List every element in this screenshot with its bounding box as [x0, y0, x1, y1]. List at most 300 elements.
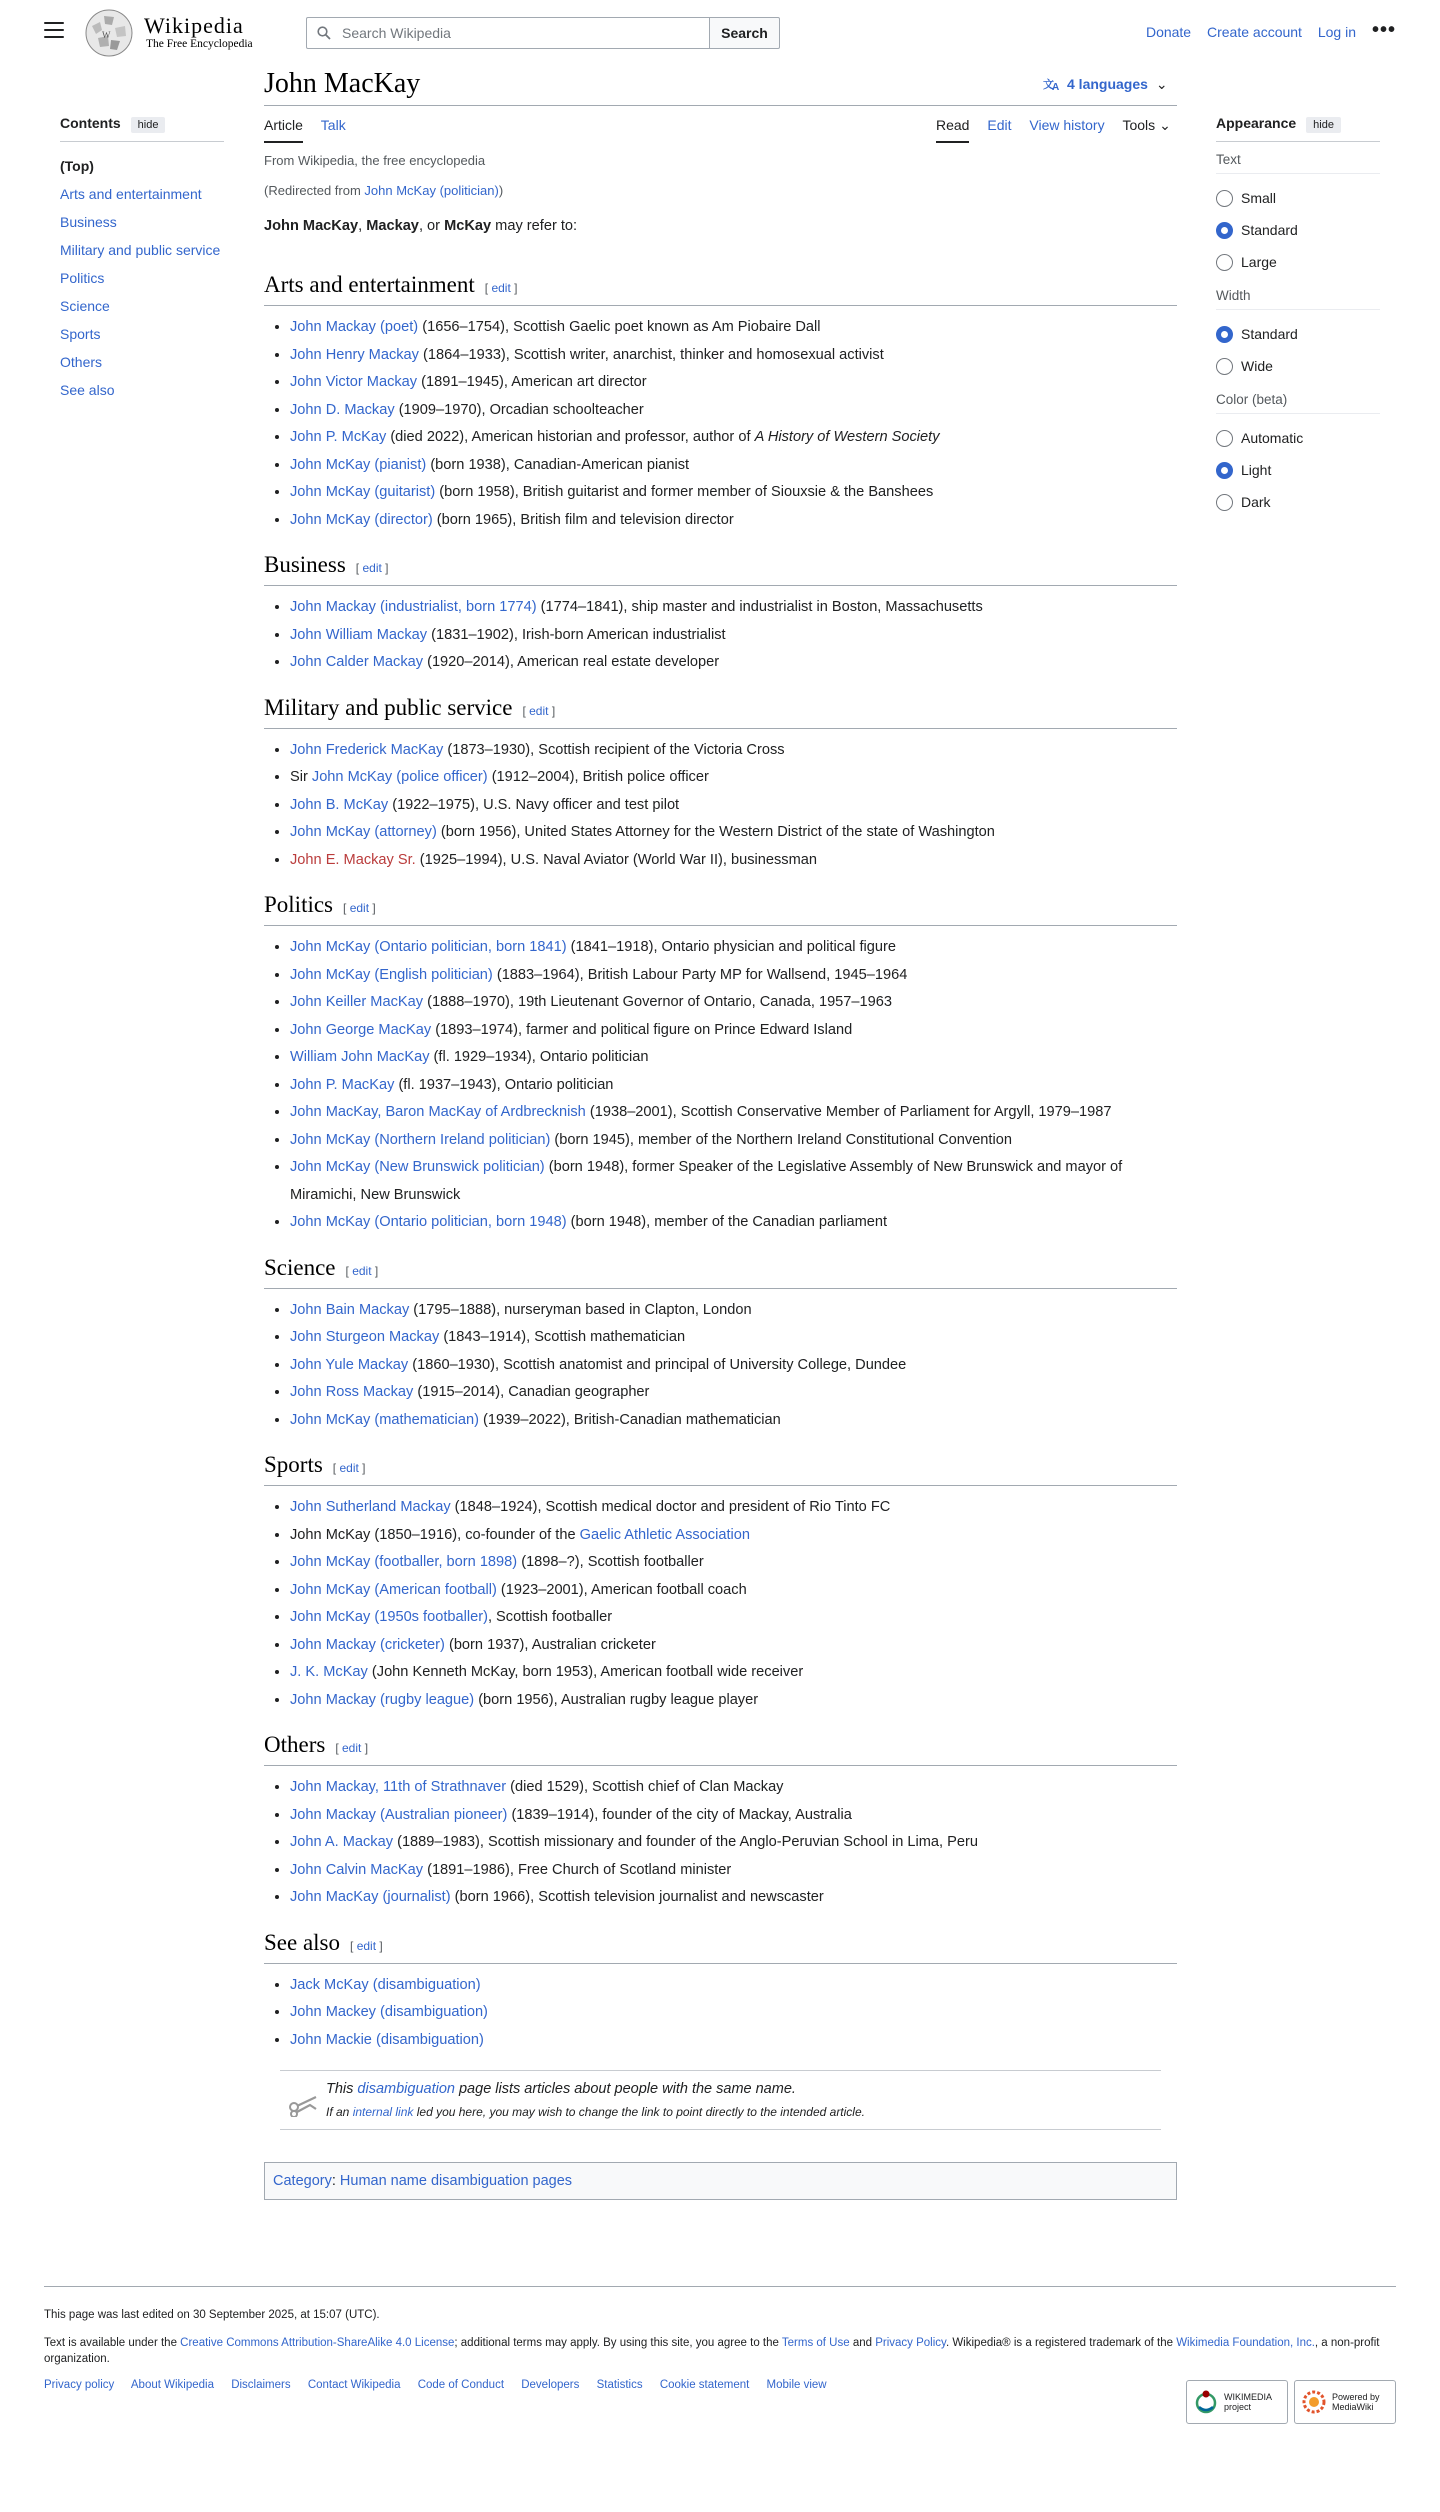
category-link[interactable]: Human name disambiguation pages [339, 2173, 573, 2189]
entry-text: (died 1529), Scottish chief of Clan Mackay [506, 1779, 784, 1795]
entry-link[interactable]: John Mackay (rugby league) [290, 1691, 475, 1708]
toc-item-arts[interactable]: Arts and entertainment [60, 186, 202, 202]
list-item [290, 1154, 1177, 1209]
toc-item-top[interactable]: (Top) [60, 158, 94, 174]
heading-text: Business [264, 552, 346, 577]
toc-item-politics[interactable]: Politics [60, 270, 105, 286]
entry-link[interactable]: John McKay (Ontario politician, born 1841) [290, 939, 567, 955]
translate-icon [1043, 77, 1061, 91]
entry-link[interactable]: John Sutherland Mackay [290, 1499, 451, 1515]
entry-text: , Scottish footballer [487, 1609, 613, 1625]
intro-paragraph [264, 214, 1177, 238]
entry-text: (1923–2001), American football coach [496, 1581, 747, 1598]
entry-link[interactable]: John P. McKay [290, 429, 387, 445]
disambiguation-link[interactable]: disambiguation [357, 2081, 455, 2097]
svg-text:W: W [102, 30, 111, 40]
entry-text: (1891–1945), American art director [417, 374, 647, 390]
entry-link[interactable]: J. K. McKay [290, 1664, 368, 1680]
notice-text: page lists articles about people with the same name. [454, 2081, 796, 2097]
list-military [264, 737, 1177, 875]
entry-text: (1843–1914), Scottish mathematician [439, 1329, 686, 1345]
notice-text: If an [326, 2105, 353, 2119]
section-heading-sports [264, 1450, 1177, 1486]
intro-bold: Mackay [366, 218, 419, 234]
option-label: Wide [1241, 358, 1273, 374]
svg-text:A: A [1052, 82, 1060, 91]
donate-link[interactable]: Donate [1145, 24, 1192, 40]
heading-text: See also [264, 1929, 341, 1955]
list-item [290, 1774, 1177, 1802]
view-tabs [936, 117, 1185, 143]
entry-text: (1860–1930), Scottish anatomist and principal of University College, Dundee [408, 1356, 907, 1373]
list-item [290, 764, 1177, 792]
entry-text: (born 1938), Canadian-American pianist [426, 456, 690, 473]
table-of-contents [60, 115, 260, 404]
section-edit: [ edit ] [355, 561, 389, 575]
entry-link[interactable]: John Mackie (disambiguation) [290, 2031, 484, 2048]
section-heading-arts [264, 270, 1177, 306]
license-text-part: , a non-profit organization. [44, 2337, 1380, 2365]
hamburger-menu-icon[interactable] [44, 22, 64, 38]
edit-link[interactable]: edit [356, 1938, 377, 1953]
user-links [1134, 24, 1356, 40]
option-label: Dark [1241, 494, 1271, 510]
toc-divider [60, 141, 224, 142]
edit-link[interactable]: edit [342, 1741, 362, 1755]
entry-red-link[interactable]: John E. Mackay Sr. [290, 851, 416, 868]
list-item [290, 369, 1177, 397]
list-item [290, 962, 1177, 990]
footer-link-privacy[interactable]: Privacy policy [44, 2379, 115, 2391]
tab-read[interactable]: Read [936, 117, 969, 143]
notice-text: This [326, 2081, 358, 2097]
entry-link[interactable]: John McKay (footballer, born 1898) [290, 1554, 518, 1570]
entry-text: (born 1965), British film and television director [432, 511, 734, 528]
article-content [264, 150, 1177, 2200]
toc-hide-button[interactable]: hide [131, 117, 166, 133]
list-item [290, 507, 1177, 535]
tools-label: Tools [1122, 117, 1156, 133]
edit-link[interactable]: edit [529, 703, 549, 718]
list-item [290, 1407, 1177, 1435]
log-in-link[interactable]: Log in [1317, 24, 1356, 40]
list-item [290, 1577, 1177, 1605]
toc-header [60, 115, 260, 133]
search-icon [317, 26, 331, 40]
chevron-down-icon: ⌄ [1159, 117, 1171, 133]
list-item [290, 594, 1177, 622]
entry-link[interactable]: John Sturgeon Mackay [290, 1329, 440, 1345]
entry-text: (born 1948), member of the Canadian parliament [566, 1214, 888, 1230]
toc-item-sports[interactable]: Sports [60, 326, 101, 342]
footer-link-developers[interactable]: Developers [521, 2379, 580, 2391]
footer-link-about[interactable]: About Wikipedia [130, 2379, 214, 2391]
mediawiki-badge[interactable] [1294, 2380, 1396, 2424]
list-item [290, 342, 1177, 370]
intro-bold: John MacKay [264, 218, 359, 234]
entry-text: (1893–1974), farmer and political figure on Prince Edward Island [431, 1021, 853, 1038]
footer-link-statistics[interactable]: Statistics [596, 2379, 643, 2391]
option-label: Small [1241, 190, 1277, 206]
entry-text: (1909–1970), Orcadian schoolteacher [394, 401, 644, 418]
entry-text: (John Kenneth McKay, born 1953), American football wide receiver [367, 1664, 804, 1680]
section-edit: [ edit ] [484, 281, 518, 295]
section-heading-others [264, 1730, 1177, 1766]
entry-text: (born 1948), former Speaker of the Legislative Assembly of New Brunswick and mayor of Miramichi, New Brunswick [290, 1159, 1123, 1203]
heading-text: Military and public service [264, 694, 513, 720]
entry-link[interactable]: John McKay (guitarist) [290, 484, 436, 500]
wikimedia-badge[interactable] [1186, 2380, 1288, 2424]
notice-line-2 [326, 2101, 1153, 2123]
entry-text: (died 2022), American historian and professor, author of [386, 429, 755, 445]
edit-link[interactable]: edit [352, 1263, 372, 1278]
search-input[interactable] [306, 17, 710, 49]
toc-title: Contents [60, 115, 121, 131]
last-edited: This page was last edited on 30 September 2025, at 15:07 (UTC). [44, 2309, 380, 2321]
entry-link[interactable]: John William Mackay [290, 626, 428, 643]
color-automatic-option[interactable] [1216, 422, 1380, 454]
entry-link[interactable]: John McKay (Northern Ireland politician) [290, 1131, 551, 1148]
tab-talk[interactable]: Talk [320, 117, 346, 133]
list-item [290, 1297, 1177, 1325]
entry-link[interactable]: John Mackay (Australian pioneer) [290, 1806, 508, 1823]
entry-link[interactable]: John Yule Mackay [290, 1356, 409, 1373]
section-heading-see-also [264, 1928, 1177, 1964]
entry-link[interactable]: John A. Mackay [290, 1834, 394, 1850]
search-placeholder: Search Wikipedia [342, 25, 451, 41]
title-divider [264, 105, 1177, 106]
group-divider [1216, 309, 1380, 310]
redirect-link[interactable]: John McKay (politician) [364, 183, 499, 198]
category-box [264, 2162, 1177, 2200]
list-item [290, 847, 1177, 875]
list-item [290, 819, 1177, 847]
list-item [290, 1209, 1177, 1237]
radio-button-selected[interactable] [1216, 222, 1233, 239]
entry-text: (1912–2004), British police officer [487, 769, 709, 785]
radio-button[interactable] [1216, 430, 1233, 447]
wikipedia-wordmark[interactable]: Wikipedia [144, 13, 244, 38]
entry-link[interactable]: John Bain Mackay [290, 1301, 410, 1318]
appearance-title: Appearance [1216, 115, 1297, 131]
category-label-link[interactable]: Category [273, 2173, 332, 2189]
radio-button[interactable] [1216, 254, 1233, 271]
radio-button-selected[interactable] [1216, 326, 1233, 343]
heading-text: Science [264, 1254, 336, 1280]
entry-text: (1889–1983), Scottish missionary and founder of the Anglo-Peruvian School in Lima, Peru [393, 1834, 978, 1850]
group-divider [1216, 413, 1380, 414]
text-small-option[interactable] [1216, 182, 1380, 214]
section-edit: [ edit ] [335, 1741, 369, 1755]
edit-link[interactable]: edit [339, 1461, 359, 1475]
radio-button[interactable] [1216, 494, 1233, 511]
redirect-suffix: ) [498, 183, 504, 198]
entry-text: (1841–1918), Ontario physician and political figure [566, 939, 896, 955]
list-item [290, 424, 1177, 452]
entry-link[interactable]: John McKay (pianist) [290, 456, 427, 473]
entry-link[interactable]: John McKay (1950s footballer) [290, 1609, 488, 1625]
list-item [290, 1549, 1177, 1577]
entry-link[interactable]: John Mackay (cricketer) [290, 1636, 445, 1653]
entry-link[interactable]: John McKay (mathematician) [290, 1411, 479, 1428]
notice-line-1 [326, 2077, 1153, 2101]
entry-link[interactable]: William John MacKay [290, 1049, 430, 1065]
list-item [290, 1884, 1177, 1912]
entry-text: (1891–1986), Free Church of Scotland minister [423, 1861, 732, 1878]
footer-link-contact[interactable]: Contact Wikipedia [307, 2379, 401, 2391]
option-label: Large [1241, 254, 1277, 270]
list-item [290, 397, 1177, 425]
footer-divider [44, 2286, 1396, 2287]
section-edit: [ edit ] [350, 1938, 383, 1953]
list-item [290, 1972, 1177, 2000]
entry-link[interactable]: Jack McKay (disambiguation) [290, 1976, 481, 1993]
toc-item-military[interactable]: Military and public service [60, 242, 221, 258]
entry-link[interactable]: John McKay (New Brunswick politician) [290, 1159, 545, 1175]
color-light-option[interactable] [1216, 454, 1380, 486]
entry-link[interactable]: John MacKay (journalist) [290, 1889, 451, 1905]
section-heading-military [264, 693, 1177, 729]
appearance-panel [1216, 115, 1380, 518]
heading-text: Politics [264, 892, 334, 917]
entry-link[interactable]: John Mackay (poet) [290, 319, 419, 335]
entry-text: (1920–2014), American real estate developer [423, 654, 720, 670]
list-item [290, 1127, 1177, 1155]
entry-link[interactable]: John B. McKay [290, 796, 389, 813]
list-item [290, 1522, 1177, 1550]
section-heading-science [264, 1253, 1177, 1289]
wikipedia-globe-logo[interactable] [84, 8, 134, 58]
section-edit: [ edit ] [332, 1461, 366, 1475]
wmf-link[interactable]: Wikimedia Foundation, Inc. [1176, 2337, 1315, 2349]
entry-text: (1656–1754), Scottish Gaelic poet known as Am Piobaire Dall [418, 319, 821, 335]
entry-text: (born 1937), Australian cricketer [444, 1636, 656, 1653]
entry-text: (fl. 1929–1934), Ontario politician [429, 1049, 649, 1065]
license-text-part: ; additional terms may apply. By using this site, you agree to the [454, 2337, 782, 2349]
entry-text: (born 1966), Scottish television journalist and newscaster [450, 1889, 824, 1905]
entry-link[interactable]: John Ross Mackay [290, 1384, 414, 1400]
entry-link[interactable]: John Mackay (industrialist, born 1774) [290, 599, 537, 615]
option-label: Light [1241, 462, 1272, 478]
scissors-icon [288, 2091, 318, 2117]
width-wide-option[interactable] [1216, 350, 1380, 382]
license-text-part: and [849, 2337, 876, 2349]
list-item [290, 479, 1177, 507]
list-science [264, 1297, 1177, 1435]
list-item [290, 1324, 1177, 1352]
list-item [290, 1659, 1177, 1687]
text-size-label: Text [1216, 152, 1241, 167]
entry-link[interactable]: John D. Mackay [290, 401, 395, 418]
entry-text: (1898–?), Scottish footballer [517, 1554, 704, 1570]
list-item [290, 989, 1177, 1017]
appearance-divider [1216, 141, 1380, 142]
width-label: Width [1216, 288, 1251, 303]
license-text-part: . Wikipedia® is a registered trademark of the [945, 2337, 1177, 2349]
page-title: John MacKay [264, 68, 421, 99]
entry-link[interactable]: John McKay (police officer) [311, 769, 488, 785]
text-large-option[interactable] [1216, 246, 1380, 278]
entry-link[interactable]: John McKay (Ontario politician, born 1948) [290, 1214, 567, 1230]
list-item [290, 1632, 1177, 1660]
entry-text: (fl. 1937–1943), Ontario politician [394, 1076, 614, 1093]
toc-item-science[interactable]: Science [60, 298, 110, 314]
footer-link-cookie[interactable]: Cookie statement [659, 2379, 750, 2391]
list-item [290, 1494, 1177, 1522]
license-text [44, 2335, 1396, 2367]
color-dark-option[interactable] [1216, 486, 1380, 518]
entry-text: (1915–2014), Canadian geographer [413, 1384, 650, 1400]
entry-text: (1939–2022), British-Canadian mathematician [478, 1411, 781, 1428]
radio-button[interactable] [1216, 358, 1233, 375]
svg-text:文: 文 [1043, 79, 1054, 91]
heading-text: Others [264, 1732, 326, 1757]
entry-text: John McKay (1850–1916), co-founder of the [290, 1526, 580, 1543]
list-item [290, 1604, 1177, 1632]
more-icon[interactable]: ••• [1372, 19, 1397, 41]
tab-edit[interactable]: Edit [987, 117, 1012, 133]
entry-link[interactable]: John George MacKay [290, 1021, 432, 1038]
list-others [264, 1774, 1177, 1912]
section-heading-politics [264, 890, 1177, 926]
search-button[interactable]: Search [709, 17, 780, 49]
list-politics [264, 934, 1177, 1237]
namespace-tabs [264, 117, 360, 143]
list-see-also [264, 1972, 1177, 2055]
entry-link[interactable]: John McKay (American football) [290, 1581, 497, 1598]
entry-text: (1864–1933), Scottish writer, anarchist, thinker and homosexual activist [418, 346, 884, 363]
entry-link[interactable]: John Calvin MacKay [290, 1861, 424, 1878]
page-footer [44, 2286, 1396, 2412]
category-separator: : [331, 2173, 340, 2189]
entry-link[interactable]: John Henry Mackay [290, 346, 419, 363]
footer-link-code-of-conduct[interactable]: Code of Conduct [417, 2379, 505, 2391]
entry-text: (1925–1994), U.S. Naval Aviator (World War II), businessman [415, 851, 817, 868]
toc-item-others[interactable]: Others [60, 354, 103, 370]
list-item [290, 1687, 1177, 1715]
entry-link[interactable]: John Frederick MacKay [290, 741, 444, 758]
entry-link[interactable]: John McKay (director) [290, 511, 433, 528]
book-title: A History of Western Society [754, 429, 940, 445]
entry-link[interactable]: John Victor Mackay [290, 374, 418, 390]
edit-link[interactable]: edit [349, 901, 370, 915]
entry-text: (born 1958), British guitarist and former member of Siouxsie & the Banshees [435, 484, 934, 500]
list-item [290, 1999, 1177, 2027]
list-item [290, 452, 1177, 480]
tab-view-history[interactable]: View history [1029, 117, 1105, 133]
list-item [290, 1017, 1177, 1045]
list-business [264, 594, 1177, 677]
list-item [290, 1044, 1177, 1072]
entry-link[interactable]: John Calder Mackay [290, 654, 424, 670]
site-subtitle: From Wikipedia, the free encyclopedia [264, 153, 486, 168]
radio-button-selected[interactable] [1216, 462, 1233, 479]
footer-link-disclaimers[interactable]: Disclaimers [231, 2379, 291, 2391]
list-sports [264, 1494, 1177, 1714]
entry-link[interactable]: John McKay (attorney) [290, 824, 437, 840]
privacy-link[interactable]: Privacy Policy [875, 2337, 946, 2349]
footer-link-mobile[interactable]: Mobile view [766, 2379, 827, 2391]
list-item [290, 934, 1177, 962]
width-standard-option[interactable] [1216, 318, 1380, 350]
list-item [290, 1379, 1177, 1407]
edit-link[interactable]: edit [362, 561, 382, 575]
list-item [290, 314, 1177, 342]
heading-text: Arts and entertainment [264, 272, 475, 297]
redirect-prefix: (Redirected from [264, 183, 365, 198]
appearance-hide-button[interactable]: hide [1306, 117, 1341, 133]
appearance-header [1216, 115, 1380, 133]
terms-link[interactable]: Terms of Use [781, 2337, 850, 2349]
entry-text: (1873–1930), Scottish recipient of the Victoria Cross [443, 741, 785, 758]
internal-link[interactable]: internal link [352, 2105, 414, 2119]
list-item [290, 622, 1177, 650]
list-item [290, 1072, 1177, 1100]
entry-link[interactable]: John Keiller MacKay [290, 994, 424, 1010]
entry-text: (born 1956), United States Attorney for the Western District of the state of Washington [436, 824, 995, 840]
radio-button[interactable] [1216, 190, 1233, 207]
list-item [290, 792, 1177, 820]
entry-text: (born 1956), Australian rugby league player [474, 1691, 759, 1708]
color-label: Color (beta) [1216, 392, 1288, 407]
mediawiki-logo-icon [1301, 2389, 1327, 2415]
chevron-down-icon: ⌄ [1155, 76, 1168, 92]
entry-text: (1848–1924), Scottish medical doctor and president of Rio Tinto FC [450, 1499, 891, 1515]
entry-text: (1938–2001), Scottish Conservative Member of Parliament for Argyll, 1979–1987 [585, 1104, 1112, 1120]
intro-text: may refer to: [491, 218, 578, 234]
list-item [290, 1802, 1177, 1830]
create-account-link[interactable]: Create account [1207, 24, 1302, 40]
wikimedia-logo-icon [1193, 2389, 1219, 2415]
option-label: Standard [1241, 326, 1298, 342]
entry-text: (1795–1888), nurseryman based in Clapton, London [409, 1301, 752, 1318]
entry-text: (born 1945), member of the Northern Ireland Constitutional Convention [550, 1131, 1012, 1148]
heading-text: Sports [264, 1452, 323, 1477]
edit-link[interactable]: edit [491, 281, 511, 295]
tab-article[interactable]: Article [264, 117, 303, 143]
list-item [290, 649, 1177, 677]
site-header [0, 0, 1440, 64]
list-arts [264, 314, 1177, 534]
list-item [290, 1857, 1177, 1885]
text-standard-option[interactable] [1216, 214, 1380, 246]
entry-prefix: Sir [290, 769, 312, 785]
toc-item-business[interactable]: Business [60, 214, 117, 230]
entry-text: (1883–1964), British Labour Party MP for Wallsend, 1945–1964 [492, 966, 908, 983]
entry-link[interactable]: John McKay (English politician) [290, 966, 493, 983]
cc-license-link[interactable]: Creative Commons Attribution-ShareAlike 4.0 License [180, 2337, 455, 2349]
badge-label: WIKIMEDIA project [1224, 2392, 1272, 2412]
section-heading-business [264, 550, 1177, 586]
entry-link[interactable]: John Mackey (disambiguation) [290, 2004, 488, 2020]
wikipedia-tagline: The Free Encyclopedia [146, 38, 253, 50]
footer-badges [1186, 2380, 1396, 2424]
entry-text: (1831–1902), Irish-born American industrialist [427, 626, 726, 643]
entry-link[interactable]: Gaelic Athletic Association [579, 1526, 750, 1543]
notice-text: led you here, you may wish to change the link to point directly to the intended article. [413, 2105, 865, 2119]
entry-link[interactable]: John MacKay, Baron MacKay of Ardbrecknish [290, 1104, 586, 1120]
list-item [290, 1099, 1177, 1127]
languages-button[interactable] [1043, 76, 1168, 93]
intro-text: , [358, 218, 367, 234]
option-label: Automatic [1241, 430, 1304, 446]
entry-link[interactable]: John P. MacKay [290, 1076, 395, 1093]
tools-menu[interactable] [1122, 117, 1170, 142]
option-label: Standard [1241, 222, 1298, 238]
entry-link[interactable]: John Mackay, 11th of Strathnaver [290, 1779, 507, 1795]
toc-item-see-also[interactable]: See also [60, 382, 115, 398]
section-edit: [ edit ] [345, 1263, 379, 1278]
